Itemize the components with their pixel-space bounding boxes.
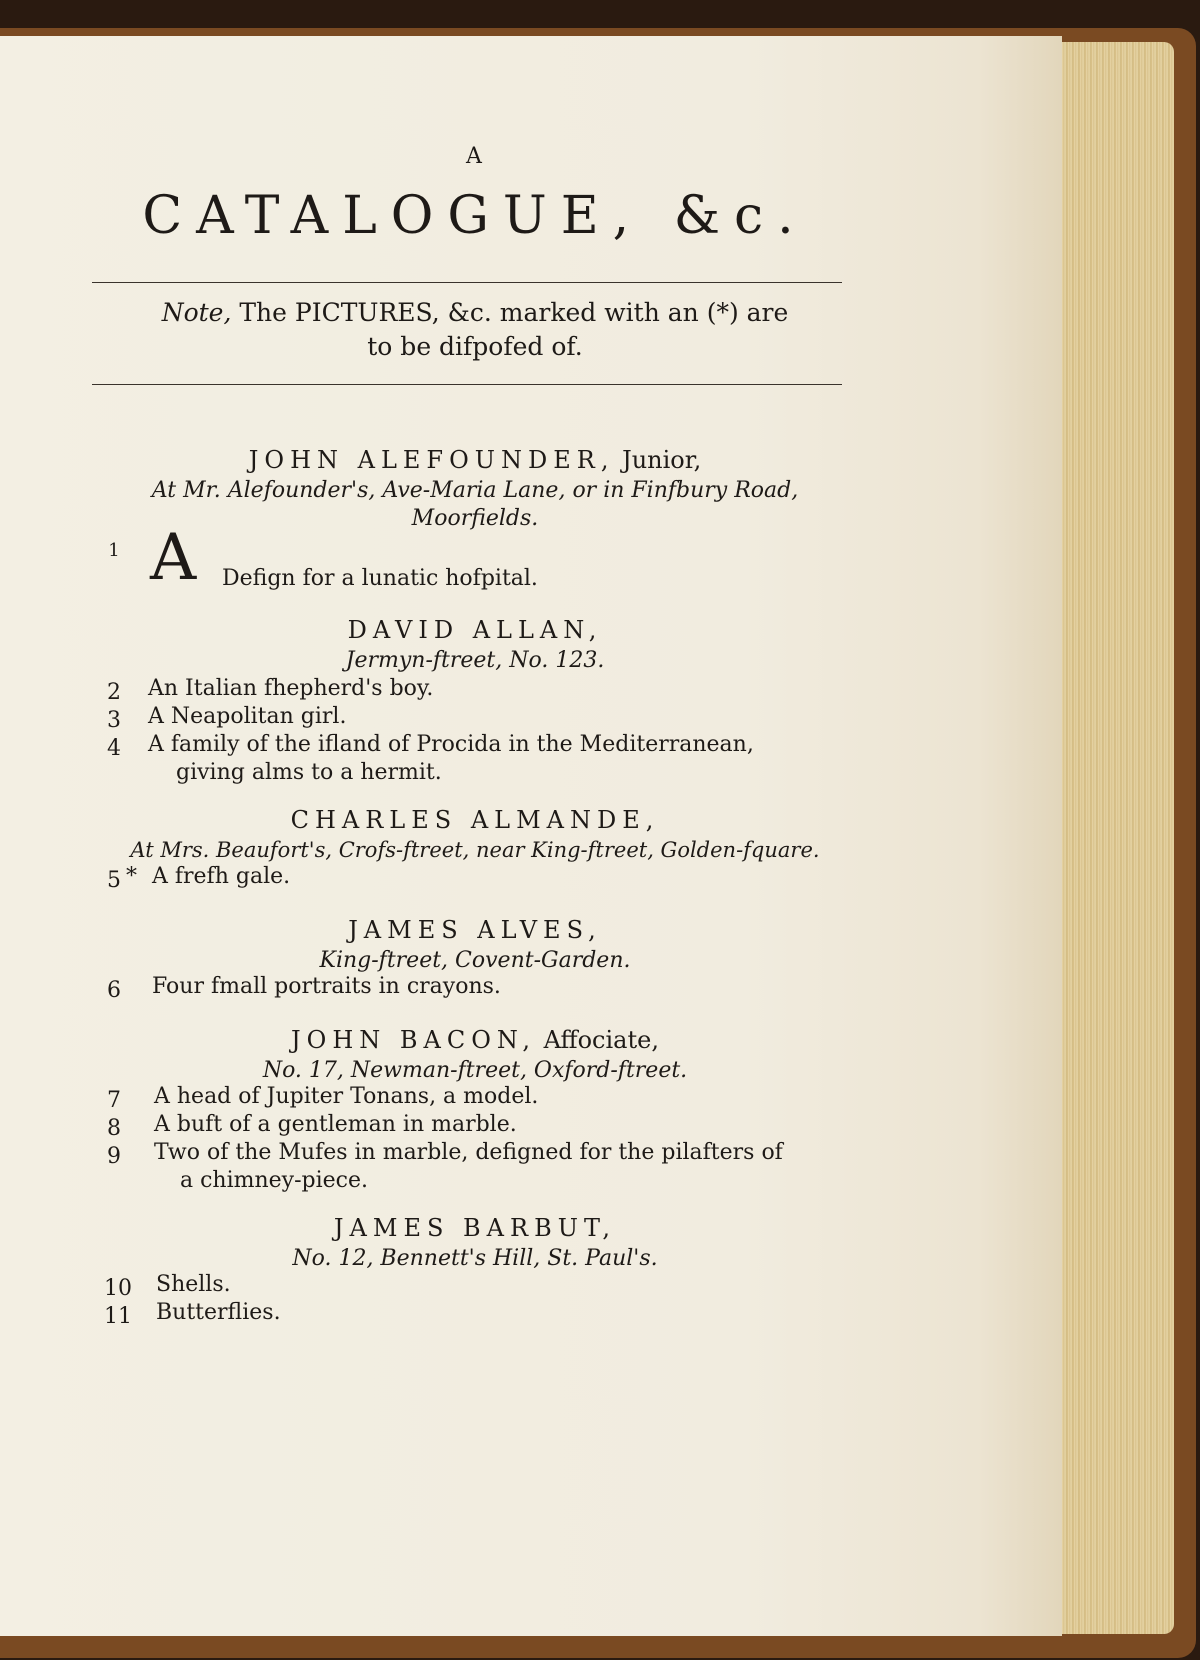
header-article: A (466, 144, 484, 169)
page-edges (1062, 42, 1174, 1634)
entry-number: 10 (104, 1276, 132, 1301)
artist-heading (90, 1026, 860, 1054)
entry-text: A buft of a gentleman in marble. (154, 1112, 517, 1137)
entry-continuation: a chimney-piece. (180, 1168, 369, 1193)
entry-text: Butterflies. (156, 1300, 281, 1325)
entry-text: Shells. (156, 1272, 231, 1297)
note-lead: Note, (161, 298, 232, 327)
artist-name: JOHN ALEFOUNDER, (248, 446, 615, 474)
rule-bottom (92, 384, 842, 385)
entry-text: A Neapolitan girl. (148, 704, 347, 729)
artist-address: No. 12, Bennett's Hill, St. Paul's. (292, 1246, 658, 1271)
drop-cap: A (150, 521, 197, 595)
artist-heading (90, 806, 860, 834)
page-title: CATALOGUE, &c. (142, 186, 808, 246)
artist-name: JAMES BARBUT, (333, 1214, 617, 1242)
artist-address: At Mr. Alefounder's, Ave-Maria Lane, or in Finfbury Road, (151, 478, 799, 503)
entry-text: Defign for a lunatic hofpital. (222, 566, 538, 591)
artist-suffix: Junior, (622, 446, 702, 474)
artist-name: JAMES ALVES, (348, 916, 602, 944)
catalogue-page (0, 36, 1062, 1636)
note-text: The PICTURES, &c. marked with an (*) are (239, 298, 789, 327)
disposal-mark: * (126, 864, 137, 889)
artist-heading (90, 1214, 860, 1242)
entry-number: 3 (107, 708, 121, 733)
rule-top (92, 282, 842, 283)
entry-number: 5 (107, 868, 121, 893)
artist-heading (90, 616, 860, 644)
entry-number: 4 (107, 736, 121, 761)
entry-number: 2 (107, 680, 121, 705)
entry-text: A frefh gale. (152, 864, 291, 889)
artist-heading (90, 916, 860, 944)
entry-text: Two of the Mufes in marble, defigned for the pilafters of (154, 1140, 783, 1165)
artist-name: CHARLES ALMANDE, (290, 806, 660, 834)
entry-number: 8 (107, 1116, 121, 1141)
artist-suffix: Affociate, (543, 1026, 659, 1054)
entry-continuation: giving alms to a hermit. (176, 760, 442, 785)
entry-text: A family of the ifland of Procida in the Mediterranean, (148, 732, 754, 757)
entry-number: 11 (104, 1304, 132, 1329)
entry-number: 1 (108, 540, 120, 561)
note-line-1 (90, 298, 860, 327)
entry-text: Four fmall portraits in crayons. (152, 974, 501, 999)
entry-text: A head of Jupiter Tonans, a model. (154, 1084, 539, 1109)
artist-heading (90, 446, 860, 474)
artist-address: At Mrs. Beaufort's, Crofs-ftreet, near King-ftreet, Golden-fquare. (130, 838, 820, 862)
artist-address: Jermyn-ftreet, No. 123. (345, 648, 605, 673)
artist-name: DAVID ALLAN, (347, 616, 603, 644)
artist-address: King-ftreet, Covent-Garden. (319, 948, 631, 973)
note-line-2: to be difpofed of. (367, 332, 583, 361)
entry-number: 7 (107, 1088, 121, 1113)
entry-text: An Italian fhepherd's boy. (148, 676, 434, 701)
entry-number: 9 (107, 1144, 121, 1169)
artist-name: JOHN BACON, (291, 1026, 536, 1054)
artist-address: No. 17, Newman-ftreet, Oxford-ftreet. (262, 1058, 688, 1083)
entry-number: 6 (107, 978, 121, 1003)
artist-address-2: Moorfields. (411, 506, 539, 531)
